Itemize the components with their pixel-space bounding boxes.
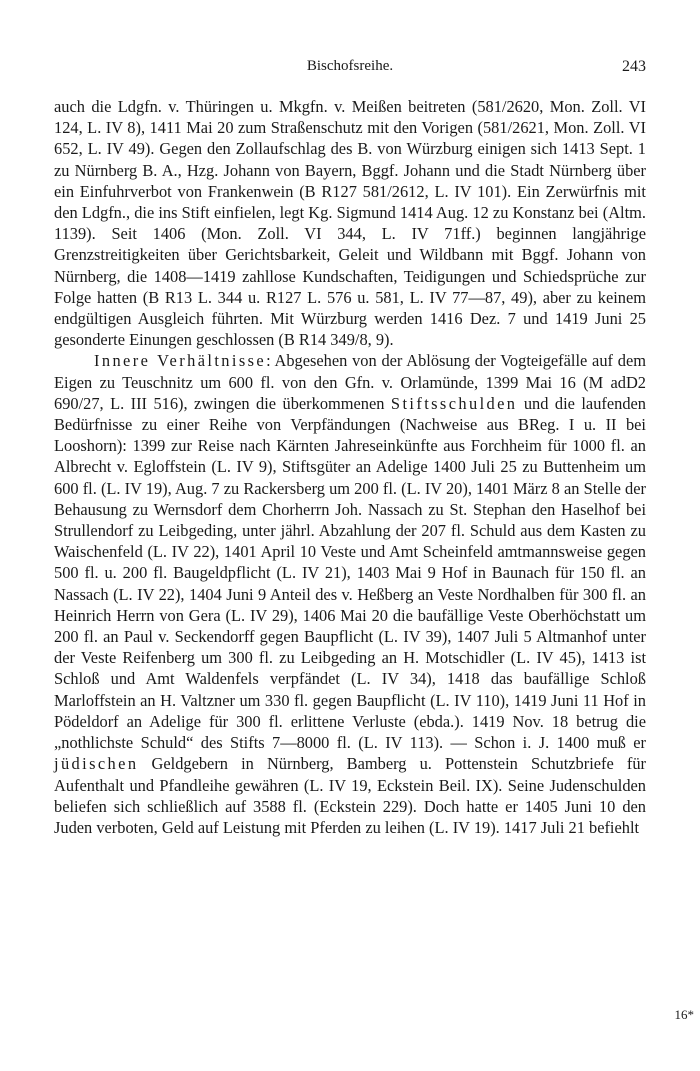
main-text — [54, 96, 646, 838]
text-segment: und die laufenden Bedürfnisse zu einer Reihe von Verpfändungen (Nachweise aus BReg. I u. II bei Looshorn): 1399 zur Reise nach Kärnten Jahreseinkünfte aus Forchheim für 1000 fl. an Albrecht v. Egloffstein (L. IV 9), Stiftsgüter an Adelige 1400 Juli 25 zu Buttenheim um 600 fl. (L. IV 19), Aug. 7 zu Rackersberg um 200 fl. (L. IV 20), 1401 März 8 an Stelle der Behausung zu Wernsdorf dem Chorherrn Joh. Nassach zu St. Stephan den Haselhof bei Strullendorf zu Leibgeding, unter jährl. Abzahlung der 207 fl. Schuld aus dem Kasten zu Waischenfeld (L. IV 22), 1401 April 10 Veste und Amt Scheinfeld amtmannsweise gegen 500 fl. u. 200 fl. Baugeldpflicht (L. IV 21), 1403 Mai 9 Hof in Baunach für 150 fl. an Nassach (L. IV 22), 1404 Juni 9 Anteil des v. Heßberg an Veste Nordhalben für 300 fl. an Heinrich Herrn von Gera (L. IV 29), 1406 Mai 20 die baufällige Veste Oberhöchstatt um 200 fl. an Paul v. Seckendorff gegen Baupflicht (L. IV 39), 1407 Juli 5 Altmanhof unter der Veste Reifenberg um 300 fl. zu Leibgeding an H. Motschidler (L. IV 45), 1413 ist Schloß und Amt Waldenfels verpfändet (L. IV 34), 1418 das baufällige Schloß Marloffstein an H. Valtzner um 330 fl. gegen Baupflicht (L. IV 110), 1419 Juni 11 Hof in Pödeldorf an Adelige für 300 fl. erlittene Verluste (ebda.). 1419 Nov. 18 betrug die „nothlichste Schuld“ des Stifts 7—8000 fl. (L. IV 113). — Schon i. J. 1400 muß er — [54, 393, 646, 753]
running-header — [54, 58, 646, 84]
spaced-emphasis: Stiftsschulden — [390, 393, 518, 413]
text-segment: auch die Ldgfn. v. Thüringen u. Mkgfn. v. Meißen beitreten (581/2620, Mon. Zoll. VI 124, L. IV 8), 1411 Mai 20 zum Straßenschutz mit den Vorigen (581/2621, Mon. Zoll. VI 652, L. IV 49). Gegen den Zollaufschlag des B. von Würzburg einigen sich 1413 Sept. 1 zu Nürnberg B. A., Hzg. Johann von Bayern, Bggf. Johann und die Stadt Nürnberg über ein Einfuhrverbot von Frankenwein (B R127 581/2612, L. IV 101). Ein Zerwürfnis mit den Ldgfn., die ins Stift einfielen, legt Kg. Sigmund 1414 Aug. 12 zu Konstanz bei (Altm. 1139). Seit 1406 (Mon. Zoll. VI 344, L. IV 71ff.) beginnen langjährige Grenzstreitigkeiten über Gerichtsbarkeit, Geleit und Wildbann mit Bggf. Johann von Nürnberg, die 1408—1419 zahllose Kundschaften, Teidigungen und Schiedsprüche zur Folge hatten (B R13 L. 344 u. R127 L. 576 u. 581, L. IV 77—87, 49), aber zu keinem endgültigen Ausgleich führten. Mit Würzburg werden 1416 Dez. 7 und 1419 Juni 25 gesonderte Einungen geschlossen (B R14 349/8, 9). — [54, 97, 646, 350]
book-page — [54, 58, 646, 838]
paragraph-1 — [54, 96, 646, 350]
paragraph-2 — [54, 350, 646, 838]
text-segment: Geldgebern in Nürnberg, Bamberg u. Pottenstein Schutzbriefe für Aufenthalt und Pfandleihe gewähren (L. IV 19, Eckstein Beil. IX). Seine Judenschulden beliefen sich schließlich auf 3588 fl. (Eckstein 229). Doch hatte er 1405 Juni 10 den Juden verboten, Geld auf Leistung mit Pferden zu leihen (L. IV 19). 1417 Juli 21 befiehlt — [54, 754, 646, 837]
signature-mark: 16* — [674, 1007, 694, 1022]
page-number: 243 — [622, 58, 646, 75]
running-title: Bischofsreihe. — [306, 58, 394, 74]
spaced-emphasis: Innere Verhältnisse — [94, 351, 267, 371]
text-segment: : Abgesehen von der Ablösung der Vogteigefälle auf dem Eigen zu Teuschnitz um 600 fl. von den Gfn. v. Orlamünde, 1399 Mai 16 (M adD2 690/27, L. III 516), zwingen die überkommenen — [54, 351, 646, 413]
spaced-emphasis: jüdischen — [54, 754, 139, 774]
